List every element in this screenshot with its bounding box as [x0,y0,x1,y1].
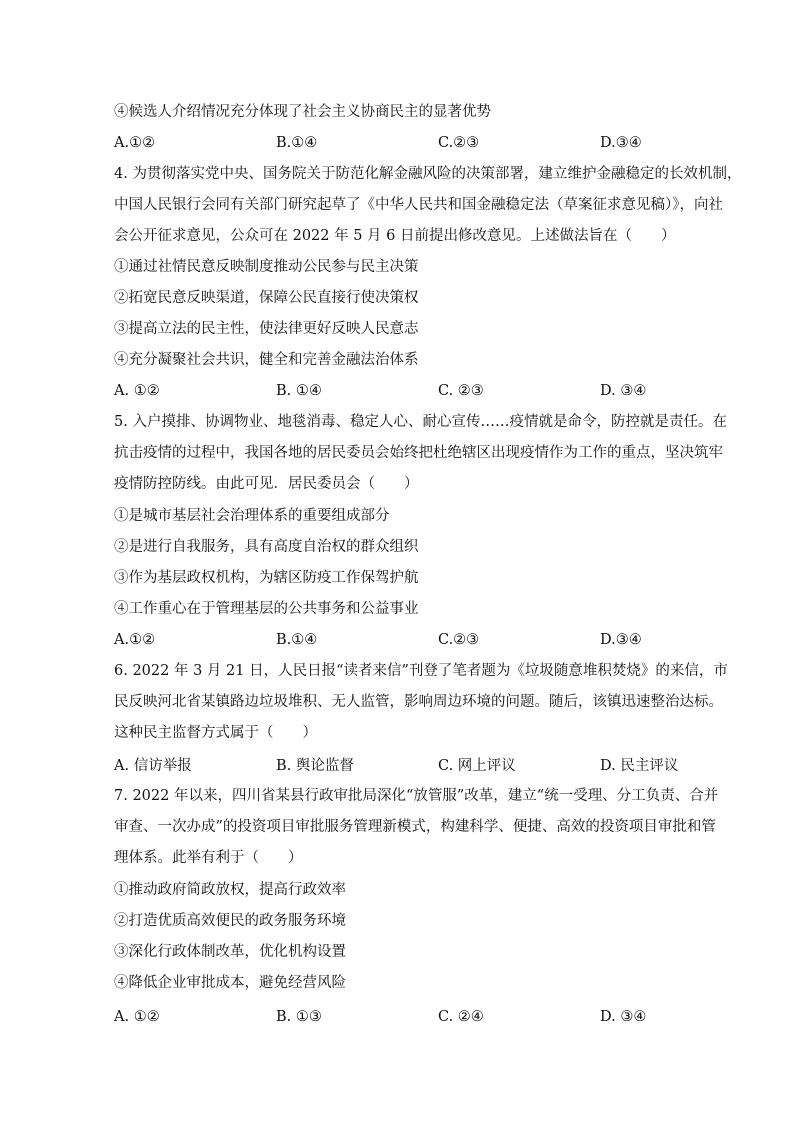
option-statement: ①是城市基层社会治理体系的重要组成部分 [114,508,390,524]
question-5-text: 5. 入户摸排、协调物业、地毯消毒、稳定人心、耐心宣传……疫情就是命令，防控就是责任。在 [114,414,727,430]
choice-a: A.①② [114,632,156,648]
choice-d: D. 民主评议 [600,758,679,774]
choice-b: B. 舆论监督 [276,758,354,774]
choice-d: D. ③④ [600,1009,647,1025]
choice-c: C. ②③ [438,383,484,399]
option-statement: ④降低企业审批成本，避免经营风险 [114,975,346,991]
option-statement: ②是进行自我服务，具有高度自治权的群众组织 [114,539,419,555]
option-statement: ④候选人介绍情况充分体现了社会主义协商民主的显著优势 [114,104,491,120]
question-7-text: 审查、一次办成”的投资项目审批服务管理新模式，构建科学、便捷、高效的投资项目审批和管 [114,819,716,835]
choice-b: B. ①④ [276,383,322,399]
choice-b: B.①④ [276,135,318,151]
option-statement: ②打造优质高效便民的政务服务环境 [114,913,346,929]
choice-b: B.①④ [276,632,318,648]
option-statement: ③作为基层政权机构，为辖区防疫工作保驾护航 [114,570,419,586]
choice-c: C.②③ [438,632,480,648]
choice-c: C.②③ [438,135,480,151]
question-5-text: 抗击疫情的过程中，我国各地的居民委员会始终把杜绝辖区出现疫情作为工作的重点，坚决筑牢 [114,445,723,461]
question-6-text: 6. 2022 年 3 月 21 日，人民日报“读者来信”刊登了笔者题为《垃圾随意堆积焚烧》的来信，市 [114,663,728,679]
question-4-text: 4. 为贯彻落实党中央、国务院关于防范化解金融风险的决策部署，建立维护金融稳定的长效机制， [114,166,742,182]
option-statement: ④充分凝聚社会共识，健全和完善金融法治体系 [114,352,419,368]
choice-c: C. ②④ [438,1009,484,1025]
choice-d: D.③④ [600,135,642,151]
option-statement: ④工作重心在于管理基层的公共事务和公益事业 [114,601,419,617]
option-statement: ①推动政府简政放权，提高行政效率 [114,882,346,898]
question-6-text: 民反映河北省某镇路边垃圾堆积、无人监管，影响周边环境的问题。随后，该镇迅速整治达标。 [114,694,723,710]
answer-choices [114,381,714,401]
choice-a: A. ①② [114,1009,160,1025]
choice-c: C. 网上评议 [438,758,516,774]
question-7-text: 7. 2022 年以来，四川省某县行政审批局深化“放管服”改革，建立“统一受理、分工负责、合并 [114,788,719,804]
question-6-text: 这种民主监督方式属于（ ） [114,725,317,741]
answer-choices [114,1007,714,1027]
option-statement: ①通过社情民意反映制度推动公民参与民主决策 [114,259,419,275]
choice-d: D.③④ [600,632,642,648]
choice-a: A.①② [114,135,156,151]
question-5-text: 疫情防控防线。由此可见．居民委员会（ ） [114,476,419,492]
answer-choices [114,630,714,650]
question-4-text: 中国人民银行会同有关部门研究起草了《中华人民共和国金融稳定法（草案征求意见稿）》，向社 [114,197,723,213]
option-statement: ②拓宽民意反映渠道，保障公民直接行使决策权 [114,290,419,306]
option-statement: ③深化行政体制改革，优化机构设置 [114,944,346,960]
choice-a: A. ①② [114,383,160,399]
answer-choices [114,133,714,153]
option-statement: ③提高立法的民主性，使法律更好反映人民意志 [114,321,419,337]
choice-d: D. ③④ [600,383,647,399]
choice-a: A. 信访举报 [114,758,192,774]
question-7-text: 理体系。此举有利于（ ） [114,850,303,866]
question-4-text: 会公开征求意见，公众可在 2022 年 5 月 6 日前提出修改意见。上述做法旨在（ ） [114,228,676,244]
choice-b: B. ①③ [276,1009,322,1025]
answer-choices [114,756,714,776]
